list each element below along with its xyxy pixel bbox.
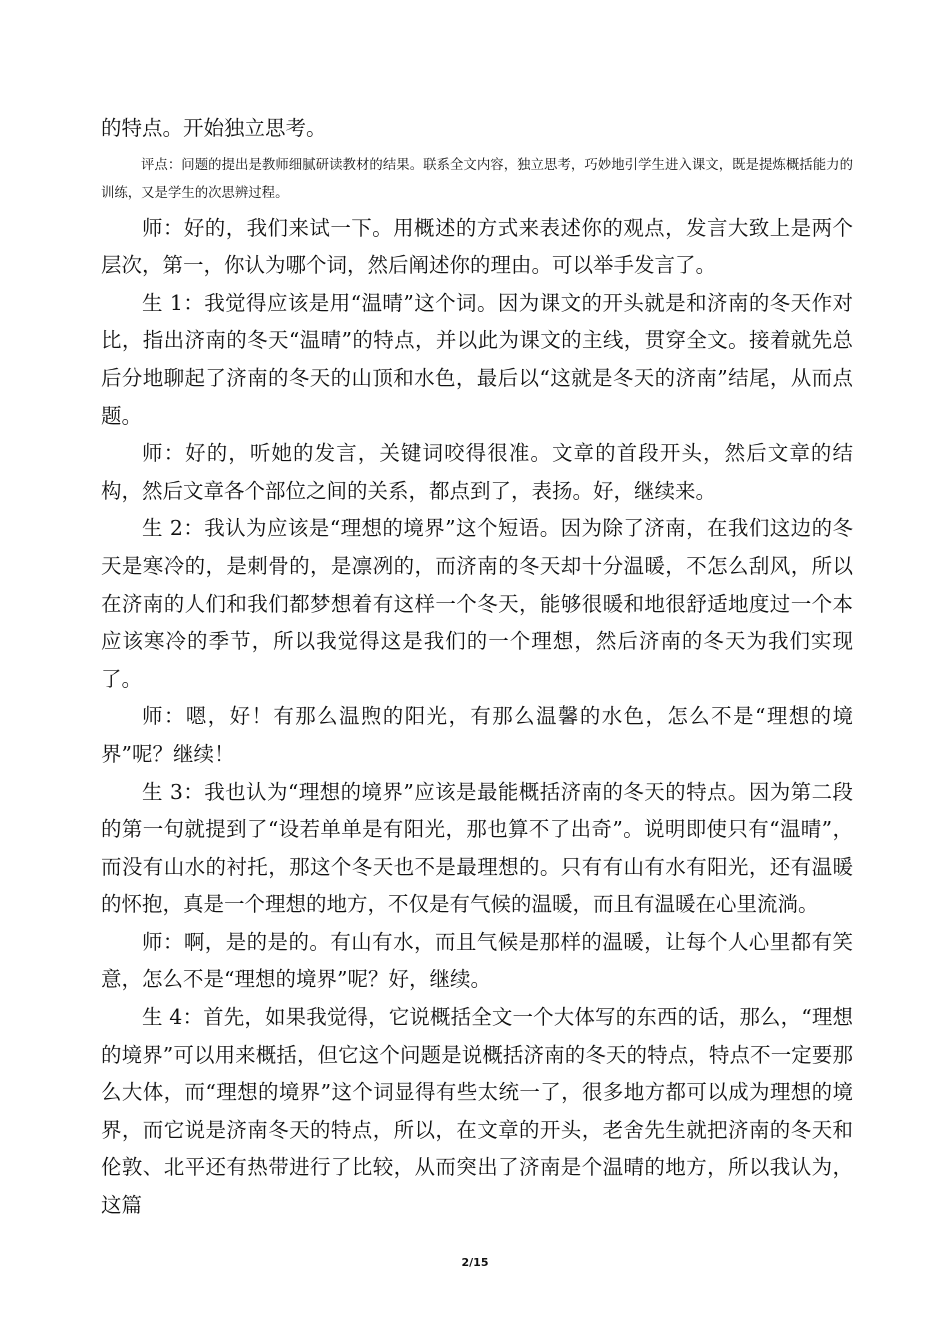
paragraph-student-1: 生 1：我觉得应该是用“温晴”这个词。因为课文的开头就是和济南的冬天作对比，指出济南的冬天“温晴”的特点，并以此为课文的主线，贯穿全文。接着就先总后分地聊起了济南的冬天的山顶和水色，最后以“这就是冬天的济南”结尾，从而点题。 <box>101 290 853 428</box>
paragraph-teacher-2: 师：好的，听她的发言，关键词咬得很准。文章的首段开头，然后文章的结构，然后文章各个部位之间的关系，都点到了，表扬。好，继续来。 <box>101 441 853 503</box>
paragraph-student-2: 生 2：我认为应该是“理想的境界”这个短语。因为除了济南，在我们这边的冬天是寒冷的，是刺骨的，是凛冽的，而济南的冬天却十分温暖，不怎么刮风，所以在济南的人们和我们都梦想着有这样一个冬天，能够很暖和地很舒适地度过一个本应该寒冷的季节，所以我觉得这是我们的一个理想，然后济南的冬天为我们实现了。 <box>101 516 853 691</box>
page-number: 2/15 <box>461 1256 489 1269</box>
paragraph-continuation: 的特点。开始独立思考。 <box>101 116 327 140</box>
paragraph-teacher-1: 师：好的，我们来试一下。用概述的方式来表述你的观点，发言大致上是两个层次，第一，你认为哪个词，然后阐述你的理由。可以举手发言了。 <box>101 215 853 278</box>
paragraph-student-3: 生 3：我也认为“理想的境界”应该是最能概括济南的冬天的特点。因为第二段的第一句就提到了“设若单单是有阳光，那也算不了出奇”。说明即使只有“温晴”，而没有山水的衬托，那这个冬天也不是最理想的。只有有山有水有阳光，还有温暖的怀抱，真是一个理想的地方，不仅是有气候的温暖，而且有温暖在心里流淌。 <box>101 779 853 917</box>
commentary-note: 评点：问题的提出是教师细腻研读教材的结果。联系全文内容，独立思考，巧妙地引学生进入课文，既是提炼概括能力的训练，又是学生的次思辨过程。 <box>101 157 853 201</box>
paragraph-teacher-4: 师：啊，是的是的。有山有水，而且气候是那样的温暖，让每个人心里都有笑意，怎么不是“理想的境界”呢？好，继续。 <box>101 929 853 992</box>
document-body <box>101 110 853 1225</box>
paragraph-student-4: 生 4：首先，如果我觉得，它说概括全文一个大体写的东西的话，那么，“理想的境界”可以用来概括，但它这个问题是说概括济南的冬天的特点，特点不一定要那么大体，而“理想的境界”这个词显得有些太统一了，很多地方都可以成为理想的境界，而它说是济南冬天的特点，所以，在文章的开头，老舍先生就把济南的冬天和伦敦、北平还有热带进行了比较，从而突出了济南是个温晴的地方，所以我认为，这篇 <box>101 1005 853 1218</box>
paragraph-teacher-3: 师：嗯，好！有那么温煦的阳光，有那么温馨的水色，怎么不是“理想的境界”呢？继续！ <box>101 704 853 766</box>
